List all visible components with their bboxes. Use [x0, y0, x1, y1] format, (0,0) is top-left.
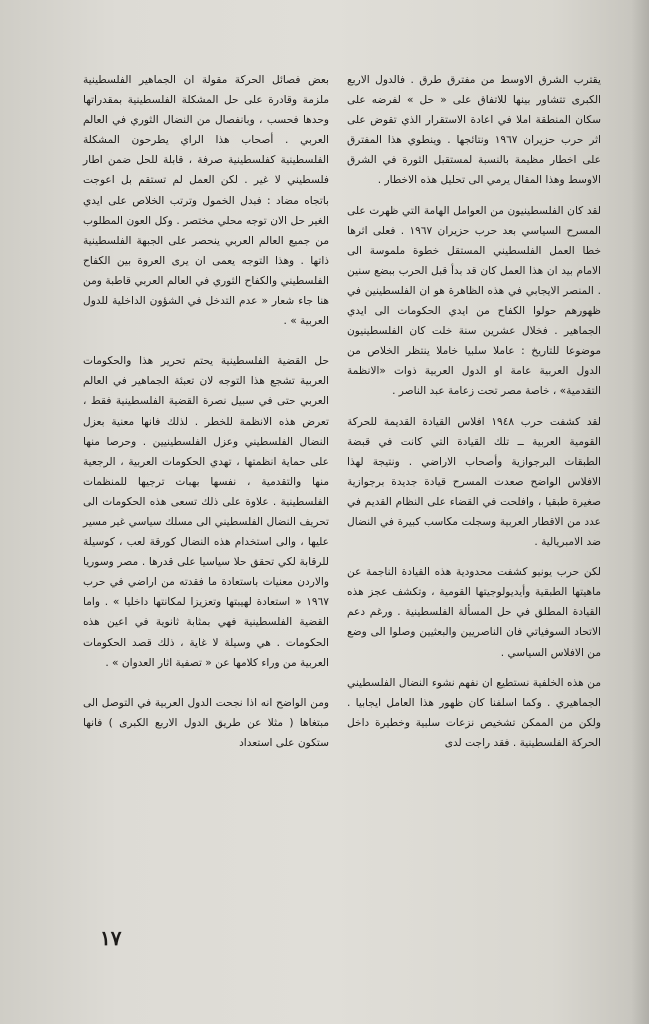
page-number: ١٧	[100, 926, 122, 950]
paragraph: حل القضية الفلسطينية يحتم تحرير هذا والحكومات العربية تشجع هذا التوجه لان تعبئة الجماهير في العالم العربي حتى في سبيل نصرة القضية الفلسطينية فقط ، تعرض هذه الانظمة للخطر . لذلك فانها معنية بعزل النضال الفلسطيني وعزل الفلسطينيين . وحرصا منها على حماية انظمتها ، تهدي الحكومات العربية ، الرجعية منها والتقدمية ، نفسها بهبات ترجيها للمنظمات الفلسطينية . علاوة على ذلك تسعى هذه الحكومات الى تحريف النضال الفلسطيني الى مسلك سياسي غير مسير عليها ، والى استخدام هذه النضال كورقة لعب ، كوسيلة للرقابة لكي تحقق حلا سياسيا على قدرها . مصر وسوريا والاردن معنيات باستعادة ما فقدته من اراضي في حرب ١٩٦٧ « استعادة لهيبتها وتعزيزا لمكانتها داخليا » . واما القضية الفلسطينية فهي بمثابة ثانوية في اعين هذه الحكومات . هي وسيلة لا غاية ، ذلك قصد الحكومات العربية من وراء كلامها عن « تصفية اثار العدوان » .	[83, 355, 329, 669]
paragraph-gap	[347, 552, 601, 562]
paragraph-gap	[83, 331, 329, 351]
paragraph: بعض فصائل الحركة مقولة ان الجماهير الفلسطينية ملزمة وقادرة على حل المشكلة الفلسطينية بمقدراتها وحدها فحسب ، وبانفصال من النضال الثوري في العالم العربي . أصحاب هذا الراي يطرحون المشكلة الفلسطينية كفلسطينية صرفة ، قابلة للحل ضمن اطار فلسطيني لا غير . لكن العمل لم تستقم بل اعوجت باتجاه مضاد : فبدل الخمول وترتب الخلاص على ايدي الغير حل الان توجه محلي مختصر . وكل العون المطلوب من جميع العالم العربي ينحصر على الجبهة الفلسطينية ذاتها . وهذا التوجه يعمى ان يرى العروة بين الكفاح الفلسطيني والكفاح الثوري في العالم العربي قاطبة ومن هنا جاء شعار « عدم التدخل في الشؤون الداخلية للدول العربية » .	[83, 74, 329, 328]
paragraph: لقد كشفت حرب ١٩٤٨ افلاس القيادة القديمة للحركة القومية العربية ــ تلك القيادة التي كانت في قبضة الطبقات البرجوازية وأصحاب الاراضي . ونتيجة لهذا الافلاس الواضح صعدت المسرح قيادة جديدة برجوازية صغيرة طبقيا ، وافلحت في القضاء على النظام القديم في عدد من الاقطار العربية وسجلت مكاسب كبيرة في النضال ضد الامبريالية .	[347, 415, 602, 549]
paragraph-gap	[347, 191, 601, 201]
paragraph: لقد كان الفلسطينيون من العوامل الهامة التي ظهرت على المسرح السياسي بعد حرب حزيران ١٩٦٧ . فعلى اثرها خطا العمل الفلسطيني المستقل خطوة ملموسة الى الامام بيد ان هذا العمل كان قد بدأ قبل الحرب ببضع سنين . المنصر الايجابي في هذه الظاهرة هو ان الفلسطينين في ظهورهم حولوا الكفاح من ايدي الحكومات الى ايدي الجماهير . فخلال عشرين سنة خلت كان الفلسطينيون موضوعا للتاريخ : عاملا سلبيا خاملا ينتظر الخلاص من الدول العربية عامة او الدول العربية ذوات «الانظمة التقدمية» ، خاصة مصر تحت زعامة عبد الناصر .	[347, 204, 601, 398]
paragraph: من هذه الخلفية نستطيع ان نفهم نشوء النضال الفلسطيني الجماهيري . وكما اسلفنا كان ظهور هذا العامل ايجابيا . ولكن من الممكن تشخيص نزعات سلبية وخطيرة داخل الحركة الفلسطينية . فقد راجت لدى	[347, 676, 601, 749]
paragraph: ومن الواضح انه اذا نجحت الدول العربية في التوصل الى مبتغاها ( مثلا عن طريق الدول الاربع الكبرى ) فانها ستكون على استعداد	[83, 696, 329, 749]
paragraph-gap	[347, 402, 601, 412]
paragraph: لكن حرب يونيو كشفت محدودية هذه القيادة الناجمة عن ماهيتها الطبقية وأيديولوجيتها القومية ، وتكشف عجز هذه القيادة المطلق في حل المسألة الفلسطينية . ورغم دعم الاتحاد السوفياتي فان الناصريين والبعثيين وصلوا الى وضع من الافلاس السياسي .	[347, 566, 601, 659]
text-column-right	[347, 70, 601, 753]
paragraph: يقترب الشرق الاوسط من مفترق طرق . فالدول الاربع الكبرى تتشاور بينها للاتفاق على « حل » لفرضه على سكان المنطقة املا في اعادة الاستقرار الذي تقوض على اثر حرب حزيران ١٩٦٧ ونتائجها . وينطوي هذا المفترق على اخطار مظيمة بالنسبة لمستقبل الثورة في الشرق الاوسط وهذا المقال يرمي الى تحليل هذه الاخطار .	[347, 74, 601, 187]
paragraph-gap	[347, 663, 601, 673]
text-column-left	[83, 70, 329, 753]
paragraph-gap	[83, 673, 329, 693]
page-edge-shadow	[631, 0, 649, 1024]
